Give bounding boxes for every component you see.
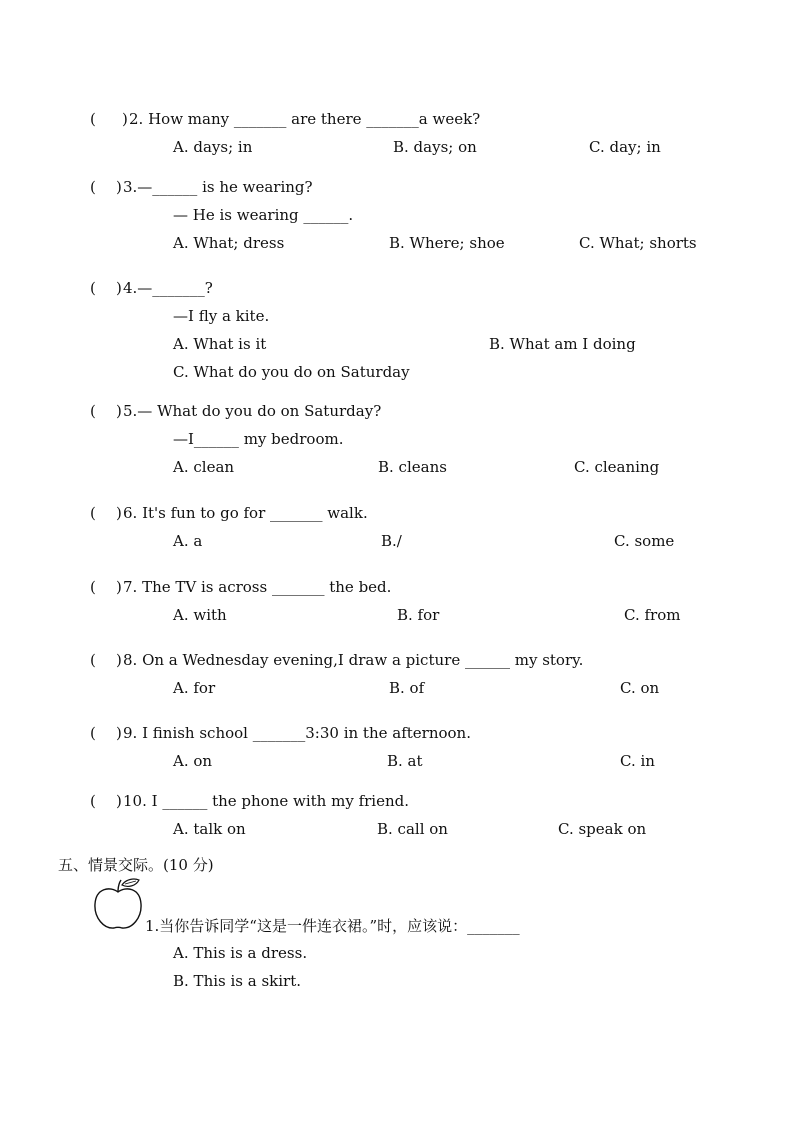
- option-a: A. This is a dress.: [173, 944, 308, 962]
- situational-question-1: 1.当你告诉同学“这是一件连衣裙。”时，应该说：_______: [145, 917, 520, 935]
- answer-paren-open: (: [90, 402, 96, 420]
- question-stem-4: 4.—_______?: [123, 279, 213, 297]
- option-c: C. on: [620, 679, 660, 697]
- option-a: A. talk on: [173, 820, 246, 838]
- answer-paren-open: (: [90, 279, 96, 297]
- option-b: B. at: [387, 752, 423, 770]
- section-title: 五、情景交际。(10 分): [58, 856, 214, 874]
- option-c: C. in: [620, 752, 655, 770]
- option-c: C. What do you do on Saturday: [173, 363, 410, 381]
- option-c: C. day; in: [589, 138, 661, 156]
- option-b: B. What am I doing: [489, 335, 636, 353]
- answer-paren-close: ): [116, 504, 122, 522]
- option-a: A. What; dress: [173, 234, 285, 252]
- option-a: A. with: [173, 606, 227, 624]
- answer-paren-open: (: [90, 724, 96, 742]
- question-dialogue-5: —I______ my bedroom.: [173, 430, 344, 448]
- answer-paren-open: (: [90, 578, 96, 596]
- option-a: A. clean: [173, 458, 235, 476]
- answer-paren-open: (: [90, 178, 96, 196]
- option-b: B. for: [397, 606, 440, 624]
- option-c: C. from: [624, 606, 681, 624]
- answer-paren-open: (: [90, 792, 96, 810]
- option-a: A. for: [173, 679, 216, 697]
- answer-paren-close: ): [116, 279, 122, 297]
- answer-paren-open: (: [90, 504, 96, 522]
- answer-paren-open: (: [90, 651, 96, 669]
- question-dialogue-4: —I fly a kite.: [173, 307, 270, 325]
- apple-icon: [92, 876, 144, 932]
- question-stem-3: 3.—______ is he wearing?: [123, 178, 313, 196]
- option-c: C. cleaning: [574, 458, 660, 476]
- question-stem-8: 8. On a Wednesday evening,I draw a picture ______ my story.: [123, 651, 584, 669]
- answer-paren-close: ): [122, 110, 128, 128]
- question-stem-5: 5.— What do you do on Saturday?: [123, 402, 382, 420]
- answer-paren-close: ): [116, 178, 122, 196]
- answer-paren-close: ): [116, 724, 122, 742]
- question-stem-9: 9. I finish school _______3:30 in the afternoon.: [123, 724, 471, 742]
- option-c: C. speak on: [558, 820, 647, 838]
- question-stem-10: 10. I ______ the phone with my friend.: [123, 792, 410, 810]
- answer-paren-close: ): [116, 578, 122, 596]
- question-stem-2: 2. How many _______ are there _______a week?: [129, 110, 481, 128]
- option-c: C. What; shorts: [579, 234, 697, 252]
- option-a: A. What is it: [173, 335, 267, 353]
- option-b: B. Where; shoe: [389, 234, 505, 252]
- option-b: B. of: [389, 679, 425, 697]
- answer-paren-close: ): [116, 792, 122, 810]
- question-dialogue-3: — He is wearing ______.: [173, 206, 354, 224]
- option-b: B. This is a skirt.: [173, 972, 302, 990]
- answer-paren-close: ): [116, 402, 122, 420]
- answer-paren-open: (: [90, 110, 96, 128]
- option-b: B. cleans: [378, 458, 447, 476]
- option-a: A. days; in: [173, 138, 253, 156]
- answer-paren-close: ): [116, 651, 122, 669]
- option-b: B./: [381, 532, 402, 550]
- option-a: A. a: [173, 532, 203, 550]
- option-b: B. call on: [377, 820, 448, 838]
- option-a: A. on: [173, 752, 213, 770]
- question-stem-7: 7. The TV is across _______ the bed.: [123, 578, 392, 596]
- question-stem-6: 6. It's fun to go for _______ walk.: [123, 504, 368, 522]
- option-c: C. some: [614, 532, 675, 550]
- option-b: B. days; on: [393, 138, 477, 156]
